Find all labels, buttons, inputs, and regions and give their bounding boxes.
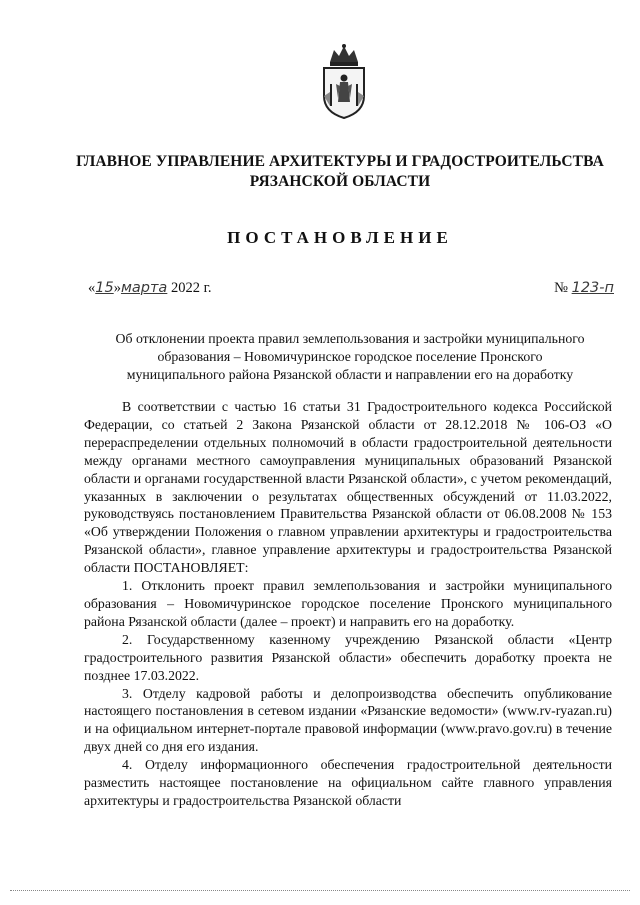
document-body [84,398,612,810]
coat-of-arms-emblem [316,40,372,120]
subject-line-3: муниципального района Рязанской области и направлении его на доработку [126,367,574,382]
issuing-authority [60,152,620,192]
preamble-paragraph: В соответствии с частью 16 статьи 31 Градостроительного кодекса Российской Федерации, со статьей 2 Закона Рязанской области от 28.12.2018 № 106-ОЗ «О перераспределении отдельных полномочий в области градостроительной деятельности между органами местного самоуправления муниципальных образований Рязанской области и органами государственной власти Рязанской области», с учетом рекомендаций, указанных в заключении о результатах общественных обсуждений от 11.03.2022, руководствуясь постановлением Правительства Рязанской области от 06.08.2008 № 153 «Об утверждении Положения о главном управлении архитектуры и градостроительства Рязанской области», главное управление архитектуры и градостроительства Рязанской области ПОСТАНОВЛЯЕТ: [84,399,612,576]
number-prefix: № [554,280,568,296]
subject-line-2: образования – Новомичуринское городское поселение Пронского [157,349,543,364]
clause-3: 3. Отделу кадровой работы и делопроизводства обеспечить опубликование настоящего постановления в сетевом издании «Рязанские ведомости» (www.rv-ryazan.ru) и на официальном интернет-портале правовой информации (www.pravo.gov.ru) в течение двух дней со дня его издания. [84,685,612,755]
number-handwritten: 123-п [571,280,614,296]
document-number [554,280,614,297]
clause-1: 1. Отклонить проект правил землепользования и застройки муниципального образования – Новомичуринское городское поселение Пронского муниципального района Рязанской области (далее – проект) и направить его на доработку. [84,578,612,629]
date-close-quote: » [113,280,121,296]
authority-line-2: РЯЗАНСКОЙ ОБЛАСТИ [249,173,431,190]
clause-4: 4. Отделу информационного обеспечения градостроительной деятельности разместить настоящее постановление на официальном сайте главного управления архитектуры и градостроительства Рязанской области [84,757,612,808]
date-year: 2022 г. [167,280,212,296]
page-bottom-divider [10,890,630,891]
clause-2: 2. Государственному казенному учреждению Рязанской области «Центр градостроительного развития Рязанской области» обеспечить доработку проекта не позднее 17.03.2022. [84,631,612,683]
document-type-heading: ПОСТАНОВЛЕНИЕ [227,228,453,247]
authority-line-1: ГЛАВНОЕ УПРАВЛЕНИЕ АРХИТЕКТУРЫ И ГРАДОСТРОИТЕЛЬСТВА [76,153,604,170]
document-subject [80,330,620,384]
document-date [88,280,212,297]
date-month-handwritten: марта [120,280,168,296]
date-day-handwritten: 15 [95,280,114,296]
subject-line-1: Об отклонении проекта правил землепользования и застройки муниципального [115,331,585,346]
date-open-quote: « [88,280,96,296]
